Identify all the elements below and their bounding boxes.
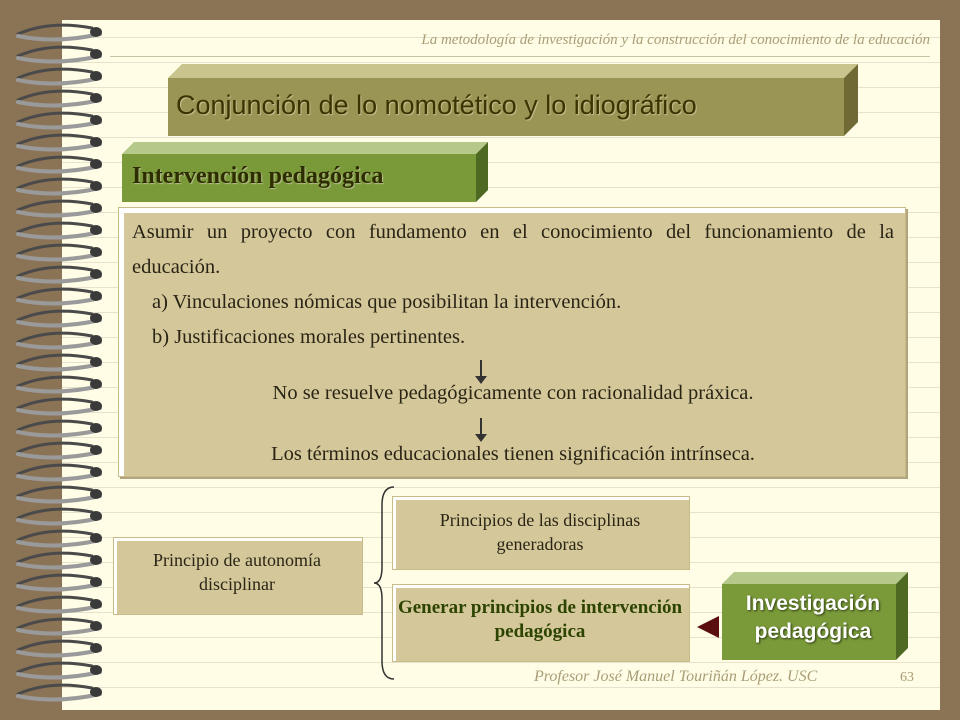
spiral-ring — [18, 113, 92, 122]
spiral-hole — [90, 247, 102, 257]
spiral-ring — [18, 100, 100, 106]
content-text — [132, 215, 894, 355]
rule-line — [62, 487, 940, 488]
spiral-hole — [90, 71, 102, 81]
spiral-ring — [18, 355, 92, 364]
spiral-ring — [18, 254, 100, 260]
spiral-ring — [18, 267, 92, 276]
spiral-ring — [18, 311, 92, 320]
spiral-hole — [90, 335, 102, 345]
spiral-ring — [18, 144, 100, 150]
spiral-binding — [10, 0, 106, 720]
spiral-ring — [18, 597, 92, 606]
spiral-hole — [90, 643, 102, 653]
footer-author: Profesor José Manuel Touriñán López. USC — [534, 668, 818, 685]
item-a: a) Vinculaciones nómicas que posibilitan la intervención. — [152, 291, 622, 313]
spiral-hole — [90, 423, 102, 433]
spiral-ring — [18, 606, 100, 612]
spiral-ring — [18, 540, 100, 546]
header-title: La metodología de investigación y la construcción del conocimiento de la educación — [421, 32, 930, 48]
spiral-ring — [18, 78, 100, 84]
spiral-ring — [18, 694, 100, 700]
spiral-ring — [18, 430, 100, 436]
spiral-hole — [90, 269, 102, 279]
spiral-hole — [90, 401, 102, 411]
spiral-ring — [18, 663, 92, 672]
page-number: 63 — [900, 670, 914, 685]
spiral-hole — [90, 511, 102, 521]
spiral-ring — [18, 166, 100, 172]
spiral-ring — [18, 56, 100, 62]
spiral-ring — [18, 584, 100, 590]
spiral-ring — [18, 232, 100, 238]
principle-top-text: Principios de las disciplinas generadoras — [439, 510, 641, 554]
spiral-ring — [18, 135, 92, 144]
spiral-hole — [90, 489, 102, 499]
spiral-ring — [18, 465, 92, 474]
spiral-ring — [18, 201, 92, 210]
spiral-ring — [18, 509, 92, 518]
down-arrow-icon — [480, 418, 482, 436]
rule-line — [62, 662, 940, 663]
spiral-hole — [90, 379, 102, 389]
spiral-hole — [90, 203, 102, 213]
spiral-ring — [18, 47, 92, 56]
spiral-ring — [18, 377, 92, 386]
spiral-ring — [18, 386, 100, 392]
spiral-hole — [90, 225, 102, 235]
spiral-hole — [90, 93, 102, 103]
spiral-ring — [18, 531, 92, 540]
spiral-ring — [18, 188, 100, 194]
spiral-hole — [90, 467, 102, 477]
spiral-hole — [90, 313, 102, 323]
spiral-ring — [18, 289, 92, 298]
intro-text: Asumir un proyecto con fundamento en el conocimiento del funcionamiento de la educación. — [132, 221, 894, 278]
spiral-hole — [90, 445, 102, 455]
spiral-hole — [90, 555, 102, 565]
spiral-hole — [90, 137, 102, 147]
spiral-ring — [18, 628, 100, 634]
rule-line — [62, 137, 940, 138]
left-arrow-icon — [697, 616, 719, 638]
spiral-hole — [90, 665, 102, 675]
spiral-ring — [18, 650, 100, 656]
spiral-ring — [18, 553, 92, 562]
spiral-hole — [90, 115, 102, 125]
spiral-hole — [90, 159, 102, 169]
spiral-ring — [18, 210, 100, 216]
spiral-ring — [18, 672, 100, 678]
spiral-ring — [18, 487, 92, 496]
spiral-ring — [18, 408, 100, 414]
spiral-ring — [18, 496, 100, 502]
spiral-ring — [18, 34, 100, 40]
conclusion-2: Los términos educacionales tienen significación intrínseca. — [271, 443, 755, 465]
principle-left-text: Principio de autonomía disciplinar — [153, 550, 321, 594]
spiral-ring — [18, 157, 92, 166]
spiral-ring — [18, 69, 92, 78]
principle-bottom-text: Generar principios de intervención pedagógica — [397, 597, 683, 642]
down-arrow-icon — [480, 360, 482, 378]
spiral-hole — [90, 27, 102, 37]
spiral-ring — [18, 276, 100, 282]
spiral-hole — [90, 49, 102, 59]
spiral-ring — [18, 619, 92, 628]
item-b: b) Justificaciones morales pertinentes. — [152, 326, 466, 348]
rule-line — [62, 62, 940, 63]
spiral-ring — [18, 179, 92, 188]
spiral-hole — [90, 291, 102, 301]
spiral-ring — [18, 641, 92, 650]
spiral-ring — [18, 342, 100, 348]
spiral-ring — [18, 25, 92, 34]
header-divider — [110, 56, 930, 57]
spiral-ring — [18, 320, 100, 326]
spiral-ring — [18, 443, 92, 452]
spiral-hole — [90, 621, 102, 631]
slide-title: Conjunción de lo nomotético y lo idiográfico — [176, 90, 697, 120]
spiral-ring — [18, 399, 92, 408]
spiral-ring — [18, 122, 100, 128]
section-title: Intervención pedagógica — [132, 163, 384, 189]
spiral-ring — [18, 421, 92, 430]
research-label: Investigación pedagógica — [745, 592, 881, 643]
spiral-hole — [90, 577, 102, 587]
spiral-hole — [90, 533, 102, 543]
spiral-ring — [18, 562, 100, 568]
spiral-ring — [18, 298, 100, 304]
spiral-ring — [18, 333, 92, 342]
rule-line — [62, 687, 940, 688]
spiral-ring — [18, 685, 92, 694]
spiral-hole — [90, 687, 102, 697]
spiral-hole — [90, 357, 102, 367]
spiral-ring — [18, 91, 92, 100]
spiral-hole — [90, 599, 102, 609]
spiral-ring — [18, 223, 92, 232]
spiral-ring — [18, 575, 92, 584]
spiral-ring — [18, 518, 100, 524]
spiral-ring — [18, 452, 100, 458]
spiral-ring — [18, 245, 92, 254]
conclusion-1: No se resuelve pedagógicamente con racionalidad práxica. — [272, 382, 754, 404]
spiral-ring — [18, 364, 100, 370]
spiral-hole — [90, 181, 102, 191]
spiral-ring — [18, 474, 100, 480]
